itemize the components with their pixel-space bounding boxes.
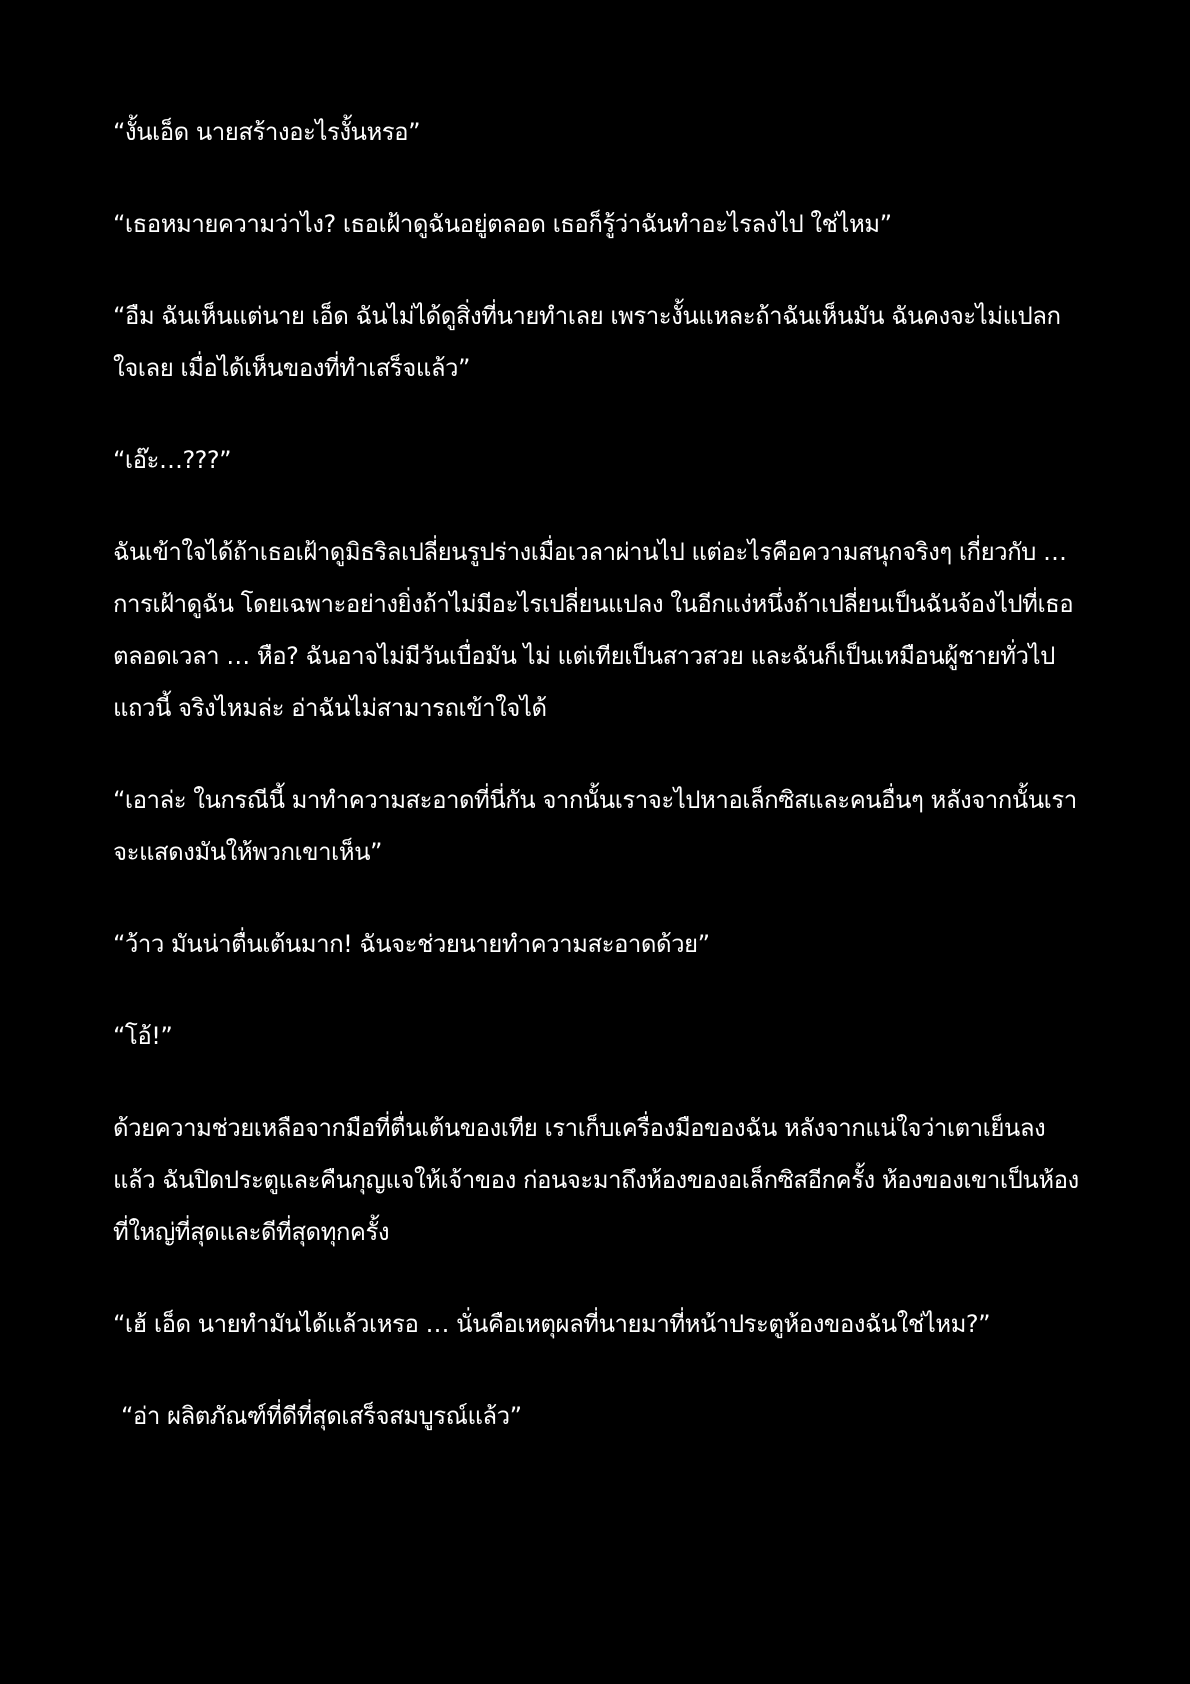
narration-paragraph: ฉันเข้าใจได้ถ้าเธอเฝ้าดูมิธริลเปลี่ยนรูปร่างเมื่อเวลาผ่านไป แต่อะไรคือความสนุกจริงๆ เกี่ยวกับ … การเฝ้าดูฉัน โดยเฉพาะอย่างยิ่งถ้าไม่มีอะไรเปลี่ยนแปลง ในอีกแง่หนึ่งถ้าเปลี่ยนเป็นฉันจ้องไปที่เธอตลอดเวลา … หือ? ฉันอาจไม่มีวันเบื่อมัน ไม่ แต่เทียเป็นสาวสวย และฉันก็เป็นเหมือนผู้ชายทั่วไปแถวนี้ จริงไหมล่ะ อ่าฉันไม่สามารถเข้าใจได้: [113, 538, 1074, 722]
narration-paragraph: ด้วยความช่วยเหลือจากมือที่ตื่นเต้นของเทีย เราเก็บเครื่องมือของฉัน หลังจากแน่ใจว่าเตาเย็นลงแล้ว ฉันปิดประตูและคืนกุญแจให้เจ้าของ ก่อนจะมาถึงห้องของอเล็กซิสอีกครั้ง ห้องของเขาเป็นห้องที่ใหญ่ที่สุดและดีที่สุดทุกครั้ง: [113, 1114, 1079, 1246]
dialogue-paragraph: “เธอหมายความว่าไง? เธอเฝ้าดูฉันอยู่ตลอด เธอก็รู้ว่าฉันทำอะไรลงไป ใช่ไหม”: [113, 210, 892, 238]
dialogue-paragraph: “อ่า ผลิตภัณฑ์ที่ดีที่สุดเสร็จสมบูรณ์แล้ว”: [121, 1402, 522, 1430]
dialogue-paragraph: “อืม ฉันเห็นแต่นาย เอ็ด ฉันไม่ได้ดูสิ่งที่นายทำเลย เพราะงั้นแหละถ้าฉันเห็นมัน ฉันคงจะไม่แปลกใจเลย เมื่อได้เห็นของที่ทำเสร็จแล้ว”: [113, 302, 1061, 382]
text-body: [113, 106, 1079, 1482]
dialogue-paragraph: “โอ้!”: [113, 1022, 173, 1050]
dialogue-paragraph: “เอ๊ะ…???”: [113, 446, 232, 474]
dialogue-paragraph: “ว้าว มันน่าตื่นเต้นมาก! ฉันจะช่วยนายทำความสะอาดด้วย”: [113, 930, 710, 958]
dialogue-paragraph: “เฮ้ เอ็ด นายทำมันได้แล้วเหรอ … นั่นคือเหตุผลที่นายมาที่หน้าประตูห้องของฉันใช่ไหม?”: [113, 1310, 991, 1338]
dialogue-paragraph: “งั้นเอ็ด นายสร้างอะไรงั้นหรอ”: [113, 118, 421, 146]
dialogue-paragraph: “เอาล่ะ ในกรณีนี้ มาทำความสะอาดที่นี่กัน จากนั้นเราจะไปหาอเล็กซิสและคนอื่นๆ หลังจากนั้นเราจะแสดงมันให้พวกเขาเห็น”: [113, 786, 1077, 866]
